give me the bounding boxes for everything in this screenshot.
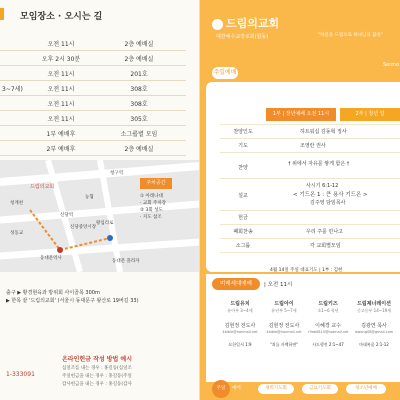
kids-dept-teacher: 이혜경 교수 — [315, 323, 341, 329]
schedule-cell: 2층 예배실 — [92, 141, 186, 156]
kids-dept-verse: "죄를 자백하면" — [269, 342, 299, 347]
kids-dept-email: 4bible@hanmail.net — [222, 330, 258, 334]
online-line-2: 감사헌금을 내는 경우 : 홍길동(감사 — [62, 382, 132, 387]
tab-youth-worship[interactable]: 청소년예배 — [346, 384, 386, 394]
schedule-cell: 2부 예배후 — [30, 141, 92, 156]
row-label-prayer: 기도 — [238, 143, 248, 149]
kids-dept-name: 드림아이 — [274, 301, 294, 307]
row-value-praise: † 위에서 자유를 쌓게 함은 † — [288, 161, 350, 167]
direction-line-1: ▶ 한목 끝 '드림의교회' (서울시 동대문구 왕산로 19버길 33) — [6, 298, 139, 304]
schedule-row — [0, 96, 186, 111]
schedule-cell — [0, 36, 30, 51]
parking-line-3: · 지도 참조 — [140, 215, 162, 220]
schedule-cell: 308호 — [92, 81, 186, 96]
kids-dept-name: 드림제너레이션 — [357, 301, 391, 307]
kids-dept-email: 4bible@hanmail.net — [266, 330, 302, 334]
row-divider — [220, 210, 400, 211]
schedule-cell — [0, 126, 30, 141]
row-value-small-group: 각 교회별모임 — [310, 243, 341, 249]
kids-dept-age: 유아부 3~4세 — [227, 308, 253, 313]
schedule-row — [0, 141, 186, 156]
schedule-cell: 오전 11시 — [30, 96, 92, 111]
preacher: 김주영 담임목사 — [310, 200, 346, 206]
schedule-row — [0, 66, 186, 81]
schedule-cell: 1부 예배후 — [30, 126, 92, 141]
row-label-sermon: 설교 — [238, 193, 248, 199]
map-label-7: 청계천 — [10, 201, 24, 206]
parking-line-0: ① 아레나대 — [140, 194, 163, 199]
phone-number: 1-333091 — [6, 371, 35, 378]
church-name: 드림의교회 — [226, 17, 280, 30]
tab-dawn-prayer[interactable]: 새벽기도회 — [258, 384, 294, 394]
schedule-cell: 오전 11시 — [30, 36, 92, 51]
map-label-1: 동대문역사 — [40, 256, 62, 261]
schedule-cell: 오후 2시 30분 — [30, 51, 92, 66]
online-line-1: 주일헌금을 내는 경우 : 홍길동(주일 — [62, 374, 132, 379]
schedule-cell — [0, 96, 30, 111]
kids-dept-teacher: 김현정 전도사 — [224, 323, 256, 329]
schedule-cell — [0, 66, 30, 81]
row-label-closing-hymn: 폐회찬송 — [233, 229, 253, 235]
schedule-cell: 305호 — [92, 111, 186, 126]
schedule-table — [0, 36, 186, 171]
kids-dept-email: lswang08@gmail.com — [354, 330, 394, 334]
church-denomination: 대한예수교장로회(합동) — [216, 34, 269, 40]
schedule-cell: 2층 예배실 — [92, 36, 186, 51]
row-value-prayer: 조영란 권사 — [300, 143, 326, 149]
row-label-small-group: 소그룹 — [235, 243, 251, 249]
church-motto: "하신을 드림으로 하나님의 꿈을" — [318, 33, 383, 38]
schedule-cell — [0, 111, 30, 126]
online-line-0: 십일조를 내는 경우 : 홍길동(십일조 — [62, 366, 132, 371]
schedule-cell: 3~7세) — [0, 81, 30, 96]
schedule-cell: 오전 11시 — [30, 81, 92, 96]
page-title: 모임장소 · 오시는 길 — [20, 12, 103, 22]
title-accent-bar — [0, 8, 4, 20]
kids-dept-verse: 마태복음 2:1-12 — [359, 342, 389, 347]
schedule-row — [0, 111, 186, 126]
row-value-sermon: 사시기 6:1-12 — [306, 183, 339, 189]
parking-line-1: · 교회 주차장 — [140, 201, 167, 206]
service-head-1: 1부 | 장년예배 오전 11시 — [266, 108, 336, 121]
prayer-notice: 4월 14일 주일 대표기도 | 1부 : 김현 — [270, 268, 343, 273]
map-label-3: 농협 — [85, 195, 94, 200]
schedule-cell: 소그룹별 모임 — [92, 126, 186, 141]
kids-dept-age: 초1~6 학년 — [317, 308, 339, 313]
online-offering-heading: 온라인헌금 작성 방법 예시 — [62, 356, 133, 363]
row-divider — [220, 124, 400, 125]
schedule-cell — [0, 51, 30, 66]
row-label-offering: 헌금 — [238, 215, 248, 221]
sunday-circle-badge: 주일 — [212, 380, 230, 398]
tab-sunday-worship[interactable]: 주일예배 — [212, 67, 238, 79]
row-value-closing-hymn: 우리 주를 만나고 — [306, 229, 343, 235]
kids-dept-age: 유년부 5~7세 — [271, 308, 297, 313]
schedule-row — [0, 36, 186, 51]
parking-legend-head: 주차공간 — [140, 178, 172, 189]
row-divider — [220, 178, 400, 179]
schedule-cell — [0, 141, 30, 156]
worship-bottom-label: 예배 — [232, 386, 241, 391]
schedule-cell: 오전 11시 — [30, 66, 92, 81]
kids-dept-age: 중고등부 14~19세 — [356, 308, 392, 313]
row-divider — [220, 138, 400, 139]
service-head-2: 2부 | 청년 얼 — [340, 108, 400, 121]
kids-dept-email: r9ab0815@hotmail.net — [308, 330, 349, 334]
kids-dept-name: 드림키즈 — [318, 301, 338, 307]
row-divider — [220, 238, 400, 239]
tab-kids-worship[interactable]: 미래세대예배 — [212, 278, 260, 290]
church-location-label: 드림의교회 — [30, 184, 55, 190]
row-value-leading: 하트워십 김동혁 정사 — [300, 129, 347, 135]
map-label-6: 동대문 플라자 — [112, 259, 140, 264]
schedule-cell: 오전 11시 — [30, 111, 92, 126]
schedule-cell: 201호 — [92, 66, 186, 81]
map-area — [0, 160, 200, 272]
kids-dept-teacher: 김현정 전도사 — [268, 323, 300, 329]
kids-time: | 오전 11시 — [264, 282, 293, 288]
sermon-title: < 기드온 1 : 큰 용사 기드온 > — [293, 192, 368, 198]
map-label-5: 성동교 — [10, 231, 24, 236]
map-label-0: 신당역 — [60, 213, 74, 218]
schedule-row — [0, 81, 186, 96]
map-label-8: 왕십리로 — [96, 221, 114, 226]
map-graphic — [0, 160, 200, 272]
parking-line-2: ② 3회 성도 — [140, 208, 163, 213]
map-label-4: 신당중앙시장 — [70, 225, 97, 230]
kids-dept-verse: 요한일서 1:9 — [228, 342, 252, 347]
row-label-leading: 찬양인도 — [233, 129, 253, 135]
sermon-word: Sermo — [383, 62, 400, 68]
row-divider — [220, 252, 400, 253]
schedule-cell: 308호 — [92, 96, 186, 111]
map-label-2: 청구역 — [110, 171, 124, 176]
direction-line-0: 출구 ▶ 황경현육과 방위회 사이골목 300m — [6, 290, 100, 296]
row-divider — [220, 152, 400, 153]
row-divider — [220, 224, 400, 225]
kids-dept-verse: 사도행전 2:1~47 — [312, 342, 344, 347]
church-logo-icon — [212, 19, 223, 30]
row-label-praise: 찬양 — [238, 165, 248, 171]
kids-dept-name: 드림유치 — [230, 301, 250, 307]
schedule-row — [0, 51, 186, 66]
kids-dept-teacher: 김광연 목사 — [361, 323, 387, 329]
schedule-cell: 2층 예배실 — [92, 51, 186, 66]
schedule-row — [0, 126, 186, 141]
tab-friday-prayer[interactable]: 금요기도회 — [302, 384, 338, 394]
